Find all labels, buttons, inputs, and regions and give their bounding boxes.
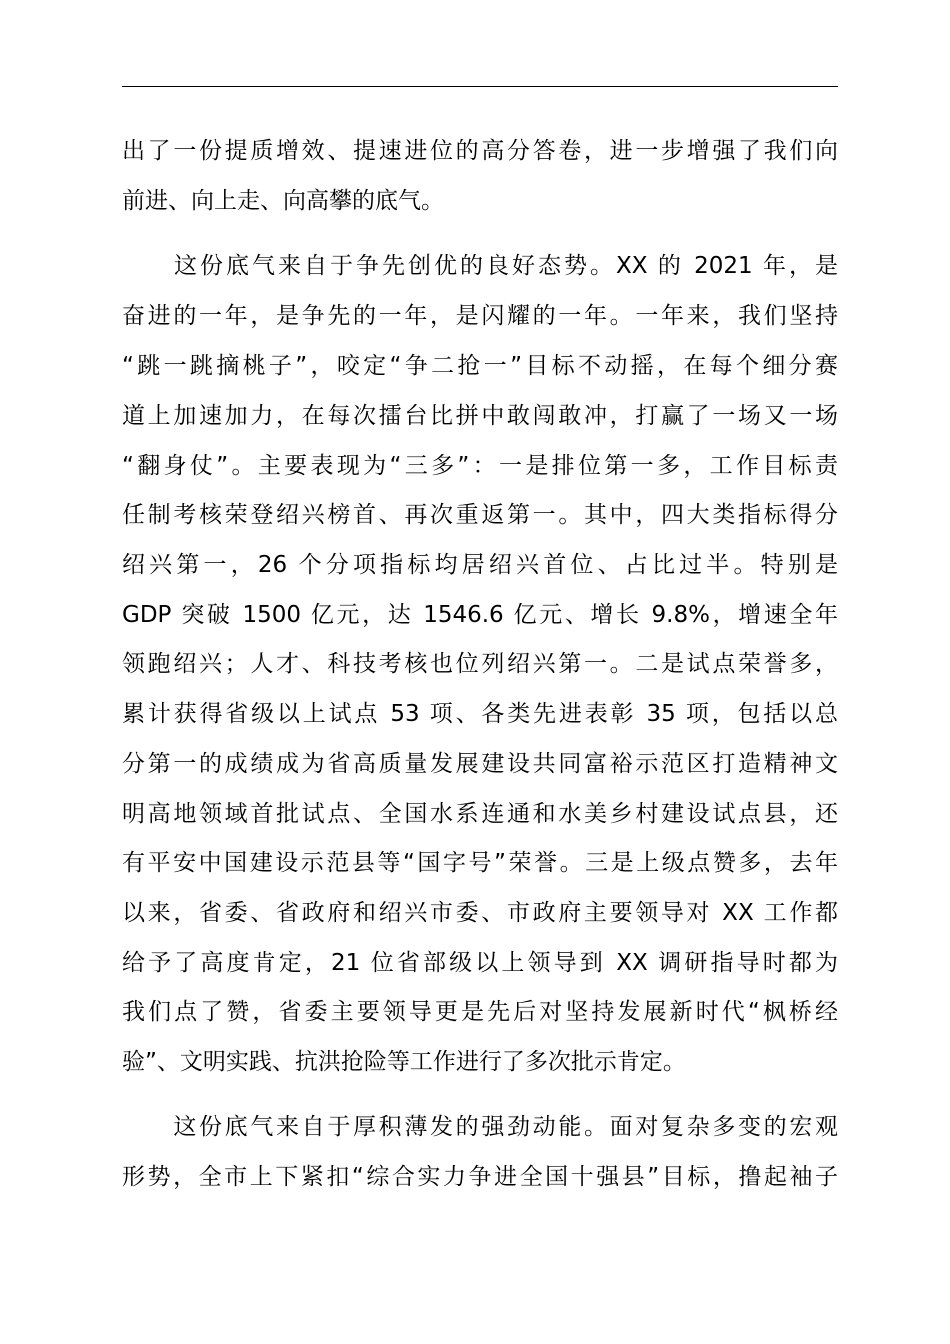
text-line: 明高地领域首批试点、全国水系连通和水美乡村建设试点县，还 [122, 801, 838, 827]
text-line: 以来，省委、省政府和绍兴市委、市政府主要领导对 XX 工作都 [122, 900, 838, 926]
text-line: 分第一的成绩成为省高质量发展建设共同富裕示范区打造精神文 [122, 751, 838, 777]
text-line: 有平安中国建设示范县等“国字号”荣誉。三是上级点赞多，去年 [122, 850, 838, 876]
text-line: 这份底气来自于厚积薄发的强劲动能。面对复杂多变的宏观 [122, 1114, 838, 1140]
text-line: 出了一份提质增效、提速进位的高分答卷，进一步增强了我们向 [122, 138, 838, 164]
text-line: “跳一跳摘桃子”，咬定“争二抢一”目标不动摇，在每个细分赛 [122, 353, 838, 379]
text-line: “翻身仗”。主要表现为“三多”：一是排位第一多，工作目标责 [122, 453, 838, 479]
text-line: 前进、向上走、向高攀的底气。 [122, 188, 444, 214]
text-line: 给予了高度肯定，21 位省部级以上领导到 XX 调研指导时都为 [122, 950, 838, 976]
text-line: 任制考核荣登绍兴榜首、再次重返第一。其中，四大类指标得分 [122, 502, 838, 528]
text-line: GDP 突破 1500 亿元，达 1546.6 亿元、增长 9.8%，增速全年 [122, 602, 838, 628]
text-line: 领跑绍兴；人才、科技考核也位列绍兴第一。二是试点荣誉多， [122, 651, 838, 677]
text-line: 奋进的一年，是争先的一年，是闪耀的一年。一年来，我们坚持 [122, 303, 838, 329]
text-line: 形势，全市上下紧扣“综合实力争进全国十强县”目标，撸起袖子 [122, 1164, 838, 1190]
text-line: 绍兴第一，26 个分项指标均居绍兴首位、占比过半。特别是 [122, 552, 838, 578]
text-line: 这份底气来自于争先创优的良好态势。XX 的 2021 年，是 [122, 253, 838, 279]
text-line: 累计获得省级以上试点 53 项、各类先进表彰 35 项，包括以总 [122, 701, 838, 727]
text-line: 我们点了赞，省委主要领导更是先后对坚持发展新时代“枫桥经 [122, 999, 838, 1025]
text-line: 验”、文明实践、抗洪抢险等工作进行了多次批示肯定。 [122, 1049, 686, 1075]
text-line: 道上加速加力，在每次擂台比拼中敢闯敢冲，打赢了一场又一场 [122, 403, 838, 429]
header-rule [122, 86, 838, 87]
